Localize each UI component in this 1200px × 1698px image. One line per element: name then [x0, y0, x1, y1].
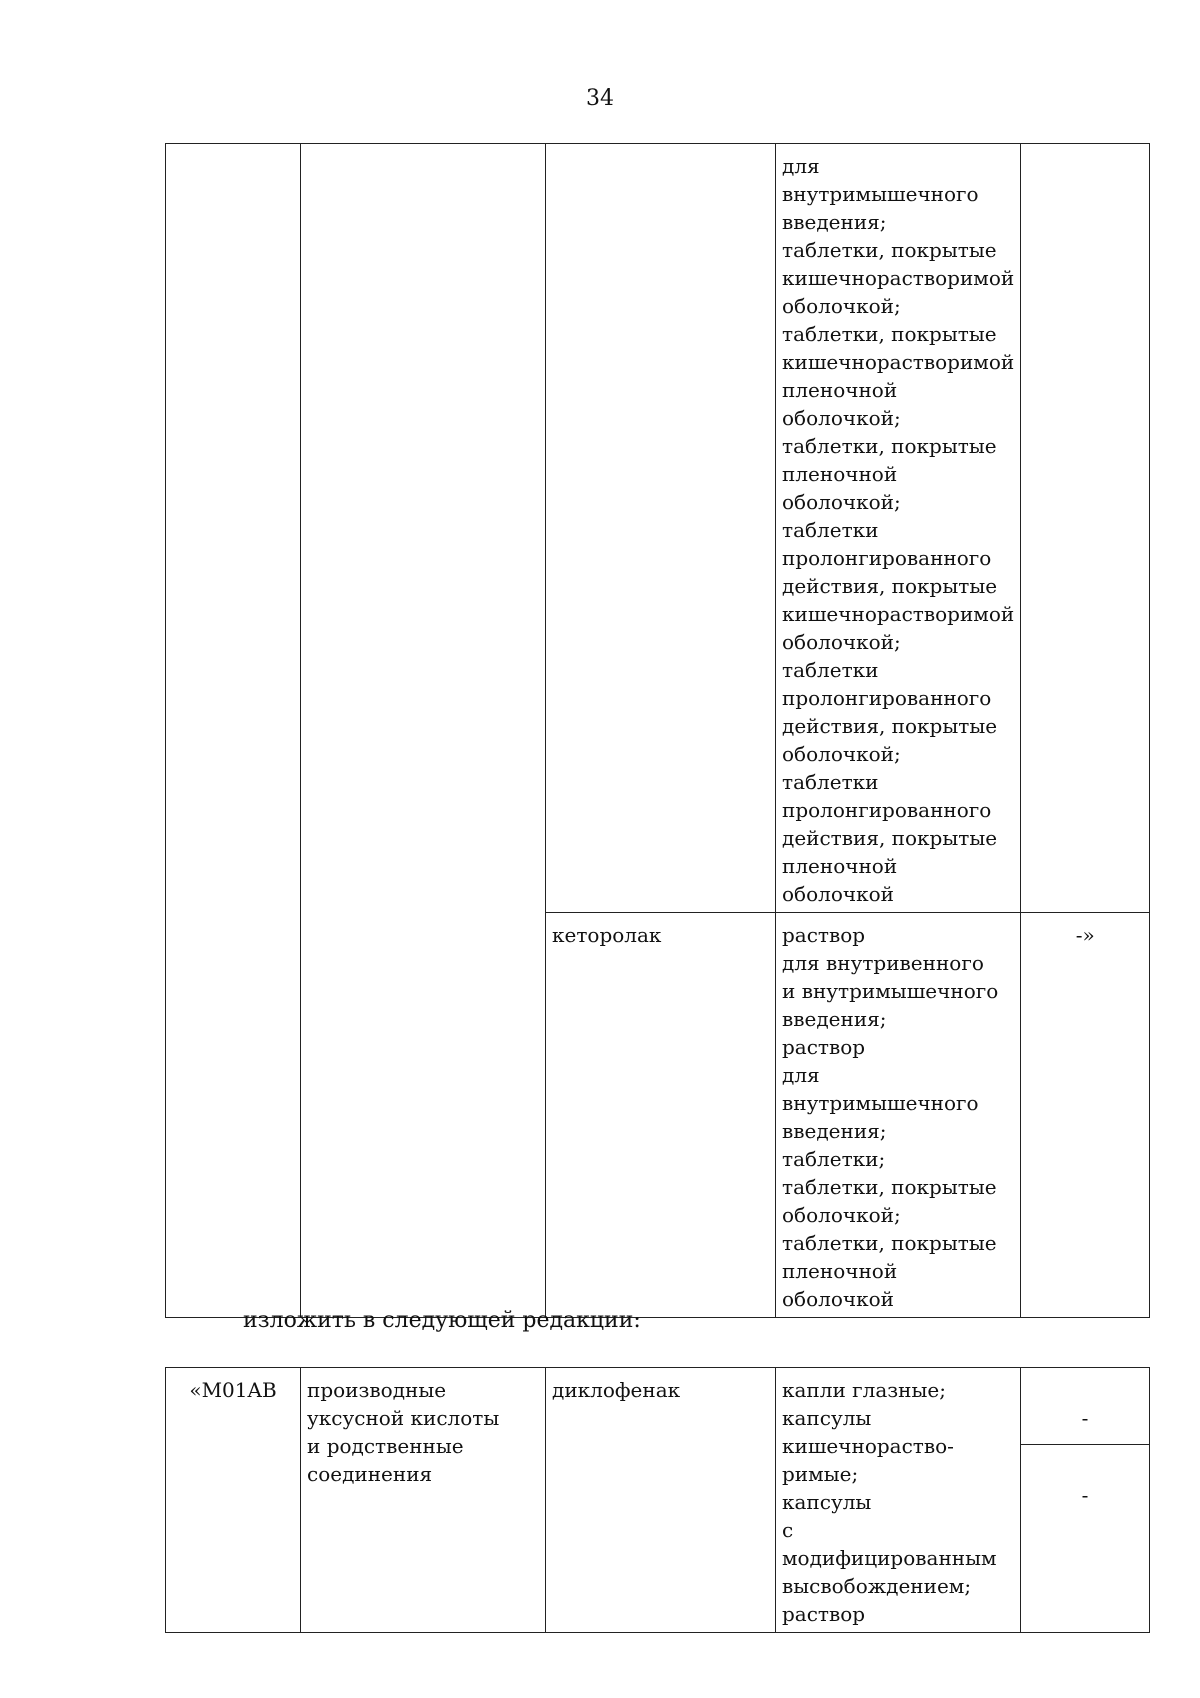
instruction-text: изложить в следующей редакции: — [243, 1308, 641, 1333]
note-bottom: - — [1081, 1483, 1089, 1507]
note-cell — [1021, 1368, 1150, 1633]
dosage-forms-cell: капли глазные; капсулы кишечнораство- римые; капсулы с модифицированным высвобождением; раствор — [776, 1368, 1021, 1633]
table-row — [166, 913, 1150, 1318]
substance-cell: кеторолак — [546, 913, 776, 1318]
atc-code-cell — [166, 144, 301, 913]
drug-table-new — [165, 1367, 1150, 1633]
dosage-forms-cell: раствор для внутривенного и внутримышечного введения; раствор для внутримышечного введения; таблетки; таблетки, покрытые оболочкой; таблетки, покрытые пленочной оболочкой — [776, 913, 1021, 1318]
dosage-forms-cell: для внутримышечного введения; таблетки, покрытые кишечнорастворимой оболочкой; таблетки, покрытые кишечнорастворимой пленочной оболочкой; таблетки, покрытые пленочной оболочкой; таблетки пролонгированного действия, покрытые кишечнорастворимой оболочкой; таблетки пролонгированного действия, покрытые оболочкой; таблетки пролонгированного действия, покрытые пленочной оболочкой — [776, 144, 1021, 913]
group-cell — [301, 913, 546, 1318]
atc-code-cell: «M01AB — [166, 1368, 301, 1633]
drug-table-previous — [165, 143, 1150, 1318]
note-cell — [1021, 144, 1150, 913]
group-cell: производные уксусной кислоты и родственные соединения — [301, 1368, 546, 1633]
atc-code-cell — [166, 913, 301, 1318]
group-cell — [301, 144, 546, 913]
table-row — [166, 1368, 1150, 1633]
note-top: - — [1021, 1396, 1149, 1445]
note-cell: -» — [1021, 913, 1150, 1318]
substance-cell: диклофенак — [546, 1368, 776, 1633]
page-number: 34 — [586, 86, 614, 111]
substance-cell — [546, 144, 776, 913]
table-row — [166, 144, 1150, 913]
